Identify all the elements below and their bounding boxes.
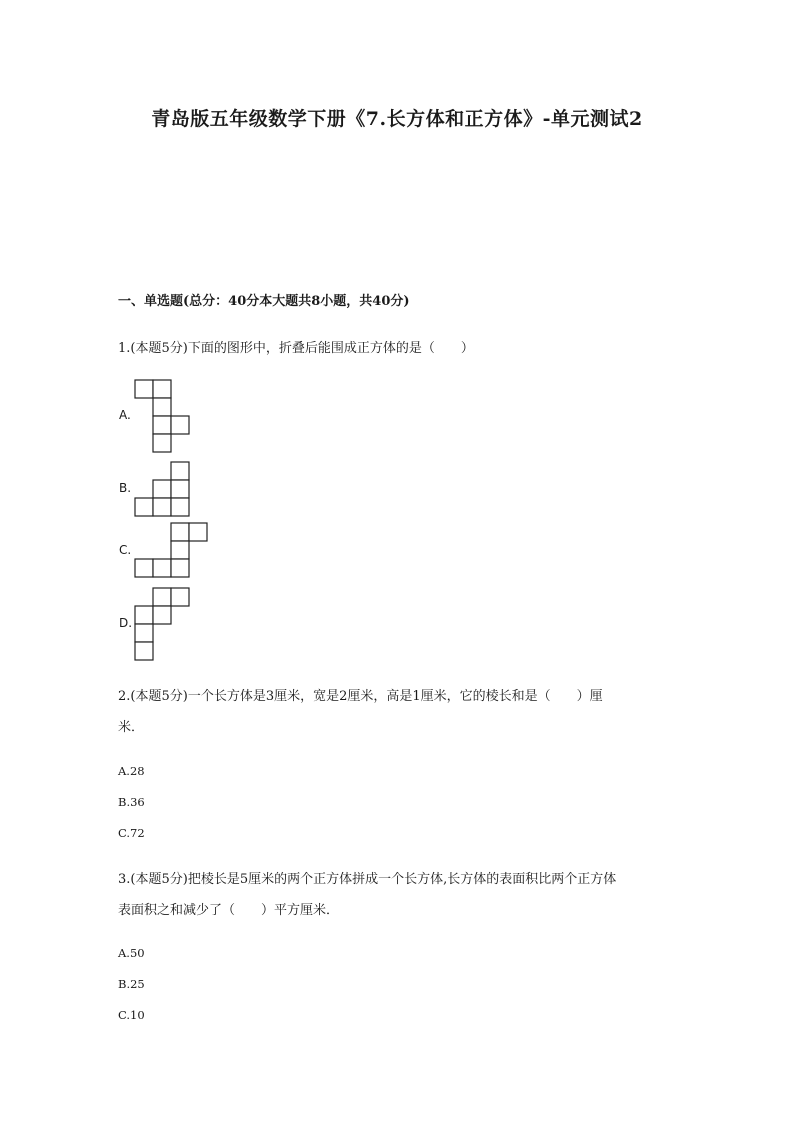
question-1-option-d-label: D. [119, 616, 133, 630]
question-2-option-a: A.28 [118, 764, 145, 778]
question-2-text-line-1: 2.(本题5分)一个长方体是3厘米，宽是2厘米，高是1厘米，它的棱长和是（ ）厘 [118, 689, 603, 704]
question-1-option-b-net [135, 462, 195, 520]
question-3-option-b: B.25 [118, 977, 145, 991]
question-1-option-d-net [135, 588, 195, 663]
question-1-option-c-label: C. [119, 543, 132, 557]
question-3-text-line-2: 表面积之和减少了（ ）平方厘米． [118, 903, 340, 918]
question-1-option-b-label: B. [119, 481, 132, 495]
question-1-text: 1.(本题5分)下面的图形中，折叠后能围成正方体的是（ ） [118, 341, 474, 356]
question-1-option-c-net [135, 523, 213, 581]
question-1-option-a-label: A. [119, 408, 131, 422]
question-2-text-line-2: 米． [118, 720, 145, 735]
section-heading: 一、单选题(总分：40分本大题共8小题，共40分) [118, 294, 410, 309]
question-3-option-a: A.50 [118, 946, 145, 960]
question-3-text-line-1: 3.(本题5分)把棱长是5厘米的两个正方体拼成一个长方体,长方体的表面积比两个正方体 [118, 872, 617, 887]
question-3-option-c: C.10 [118, 1008, 145, 1022]
question-1-option-a-net [135, 380, 195, 455]
page-title: 青岛版五年级数学下册《7.长方体和正方体》-单元测试2 [151, 108, 643, 130]
question-2-option-c: C.72 [118, 826, 145, 840]
question-2-option-b: B.36 [118, 795, 145, 809]
